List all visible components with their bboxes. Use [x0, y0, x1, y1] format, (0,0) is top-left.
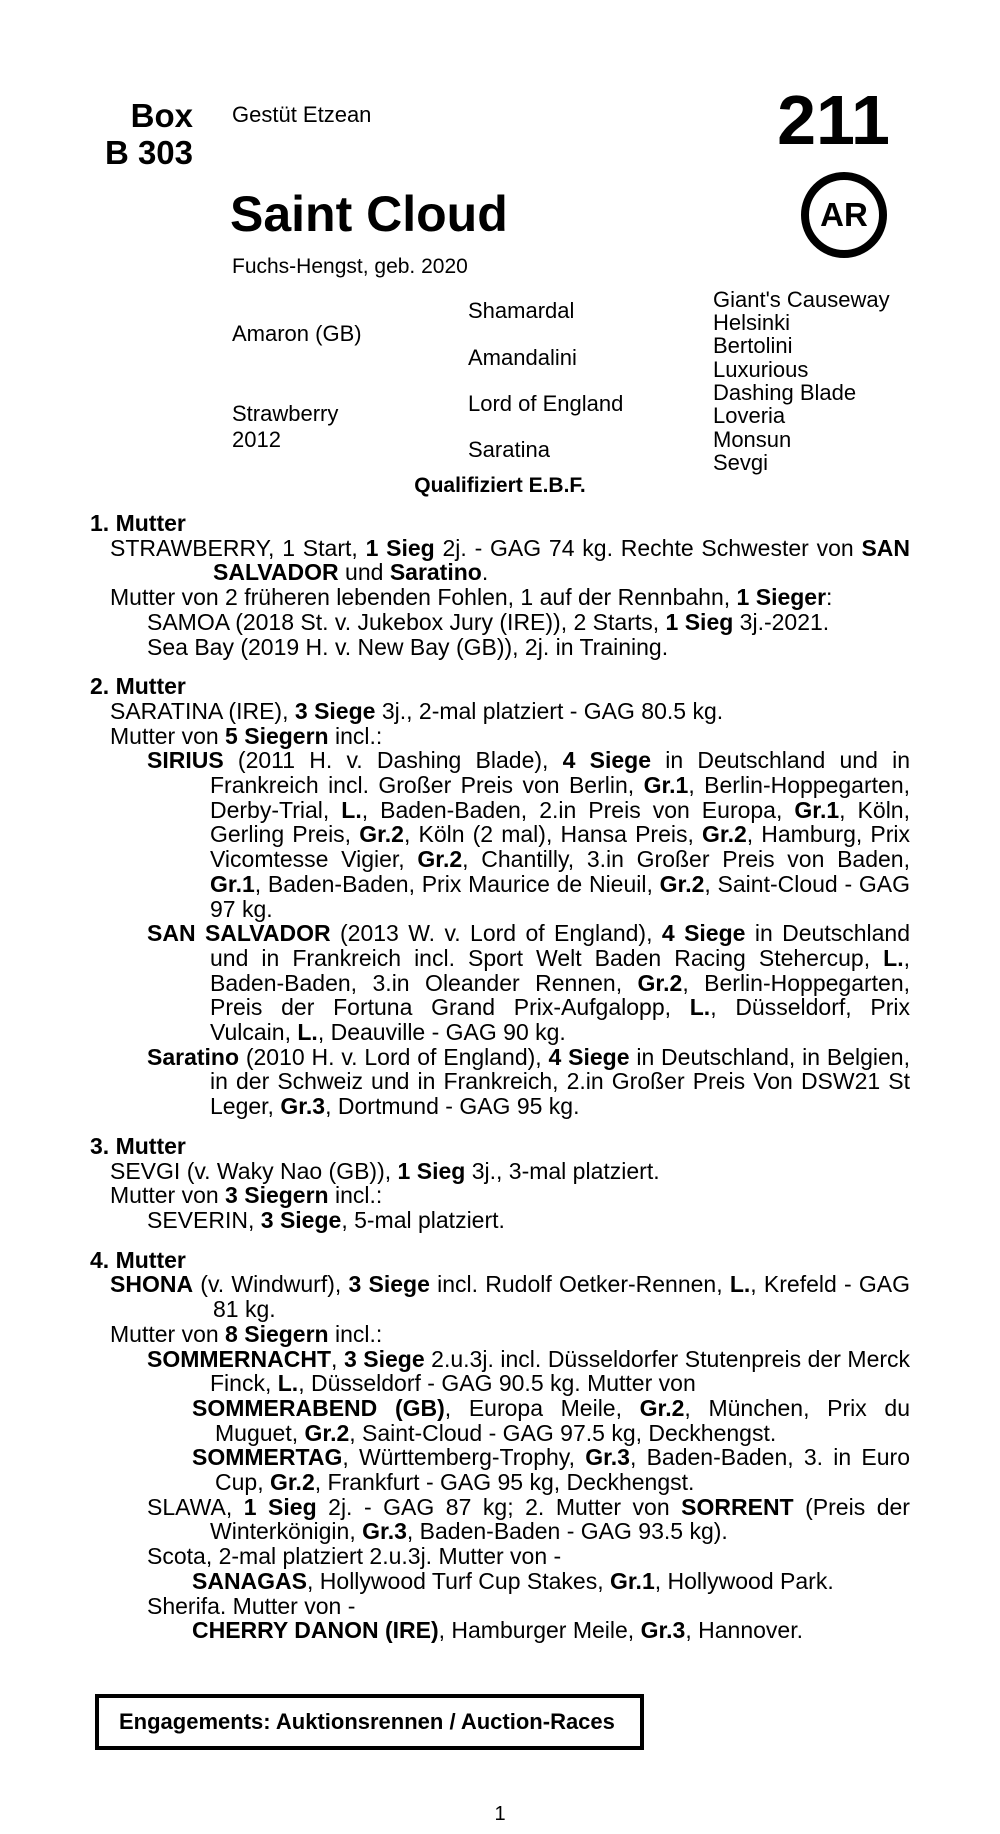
family-record: [90, 511, 910, 1643]
family-paragraph: Sherifa. Mutter von -: [147, 1592, 356, 1619]
mutter-heading: 1. Mutter: [90, 510, 186, 536]
pedigree-dam: [232, 401, 338, 453]
family-paragraph: SAMOA (2018 St. v. Jukebox Jury (IRE)), 2 Starts, 1 Sieg 3j.-2021.: [147, 608, 830, 635]
family-paragraph: SAN SALVADOR (2013 W. v. Lord of England), 4 Siege in Deutschland und in Frankreich incl. Sport Welt Baden Racing Stehercup, L., Baden-Baden, 3.in Oleander Rennen, Gr.2, Berlin-Hoppegarten, Preis der Fortuna Grand Prix-Aufgalopp, L., Düsseldorf, Prix Vulcain, L., Deauville - GAG 90 kg.: [147, 920, 911, 1046]
ar-badge: [801, 172, 887, 258]
pedigree-dam-name: Strawberry: [232, 401, 339, 426]
pedigree-gen2-name: Saratina: [468, 437, 550, 462]
family-paragraph: SANAGAS, Hollywood Turf Cup Stakes, Gr.1, Hollywood Park.: [192, 1567, 834, 1594]
ar-badge-label: AR: [820, 196, 868, 233]
pedigree-gen3-name: Sevgi: [713, 450, 769, 475]
engagements-box: [95, 1694, 644, 1750]
pedigree-gen2-name: Lord of England: [468, 391, 624, 416]
family-paragraph: SHONA (v. Windwurf), 3 Siege incl. Rudolf Oetker-Rennen, L., Krefeld - GAG 81 kg.: [110, 1271, 911, 1323]
family-paragraph: SEVERIN, 3 Siege, 5-mal platziert.: [147, 1206, 505, 1233]
horse-name: Saint Cloud: [230, 186, 508, 242]
family-paragraph: SIRIUS (2011 H. v. Dashing Blade), 4 Siege in Deutschland und in Frankreich incl. Großer Preis von Berlin, Gr.1, Berlin-Hoppegarten, Derby-Trial, L., Baden-Baden, 2.in Preis von Europa, Gr.1, Köln, Gerling Preis, Gr.2, Köln (2 mal), Hansa Preis, Gr.2, Hamburg, Prix Vicomtesse Vigier, Gr.2, Chantilly, 3.in Großer Preis von Baden, Gr.1, Baden-Baden, Prix Maurice de Nieuil, Gr.2, Saint-Cloud - GAG 97 kg.: [147, 747, 911, 922]
family-paragraph: SEVGI (v. Waky Nao (GB)), 1 Sieg 3j., 3-mal platziert.: [110, 1157, 660, 1184]
mutter-heading: 4. Mutter: [90, 1246, 186, 1273]
box-label: Box: [130, 97, 193, 134]
pedigree-gen3-name: Giant's Causeway: [713, 287, 890, 312]
family-paragraph: SLAWA, 1 Sieg 2j. - GAG 87 kg; 2. Mutter von SORRENT (Preis der Winterkönigin, Gr.3, Baden-Baden - GAG 93.5 kg).: [147, 1493, 910, 1545]
family-paragraph: STRAWBERRY, 1 Start, 1 Sieg 2j. - GAG 74 kg. Rechte Schwester von SAN SALVADOR und Saratino.: [110, 534, 910, 586]
mutter-heading: 3. Mutter: [90, 1132, 186, 1159]
family-paragraph: SOMMERTAG, Württemberg-Trophy, Gr.3, Baden-Baden, 3. in Euro Cup, Gr.2, Frankfurt - GAG 95 kg, Deckhengst.: [192, 1444, 910, 1496]
family-paragraph: SOMMERNACHT, 3 Siege 2.u.3j. incl. Düsseldorfer Stutenpreis der Merck Finck, L., Düsseldorf - GAG 90.5 kg. Mutter von: [147, 1345, 911, 1397]
box-number-block: [90, 97, 193, 171]
pedigree-gen2-name: Amandalini: [468, 345, 577, 370]
family-paragraph: Saratino (2010 H. v. Lord of England), 4 Siege in Deutschland, in Belgien, in der Schweiz und in Frankreich, 2.in Großer Preis Von DSW21 St Leger, Gr.3, Dortmund - GAG 95 kg.: [147, 1043, 910, 1120]
family-paragraph: Mutter von 5 Siegern incl.:: [110, 722, 383, 749]
family-paragraph: Sea Bay (2019 H. v. New Bay (GB)), 2j. in Training.: [147, 633, 669, 660]
pedigree-gen2-name: Shamardal: [468, 298, 575, 323]
family-paragraph: Scota, 2-mal platziert 2.u.3j. Mutter von -: [147, 1543, 562, 1570]
pedigree-dam-year: 2012: [232, 427, 281, 452]
mutter-section: [90, 1248, 910, 1643]
mutter-section: [90, 1134, 910, 1233]
family-paragraph: CHERRY DANON (IRE), Hamburger Meile, Gr.3, Hannover.: [192, 1617, 803, 1644]
pedigree-gen3-name: Loveria: [713, 403, 786, 428]
pedigree-gen3-name: Bertolini: [713, 333, 793, 358]
lot-number: 211: [777, 81, 890, 159]
mutter-section: [90, 674, 910, 1119]
mutter-heading: 2. Mutter: [90, 673, 186, 700]
family-paragraph: Mutter von 2 früheren lebenden Fohlen, 1 auf der Rennbahn, 1 Sieger:: [110, 584, 833, 611]
family-paragraph: SOMMERABEND (GB), Europa Meile, Gr.2, München, Prix du Muguet, Gr.2, Saint-Cloud - GAG 97.5 kg, Deckhengst.: [192, 1394, 910, 1446]
page-number: 1: [494, 1803, 506, 1825]
mutter-section: [90, 511, 910, 659]
box-number: B 303: [104, 134, 193, 171]
engagements-label: Engagements: Auktionsrennen / Auction-Races: [119, 1709, 615, 1734]
consignor-name: Gestüt Etzean: [232, 102, 372, 127]
pedigree-sire: Amaron (GB): [232, 321, 362, 346]
pedigree-gen3-name: Monsun: [713, 427, 792, 452]
family-paragraph: Mutter von 8 Siegern incl.:: [110, 1320, 383, 1347]
pedigree-gen3-name: Helsinki: [713, 310, 791, 335]
pedigree-gen3-name: Dashing Blade: [713, 380, 857, 405]
family-paragraph: SARATINA (IRE), 3 Siege 3j., 2-mal platziert - GAG 80.5 kg.: [110, 697, 724, 724]
pedigree-gen3-name: Luxurious: [713, 357, 809, 382]
ebf-qualification: Qualifiziert E.B.F.: [414, 474, 586, 497]
family-paragraph: Mutter von 3 Siegern incl.:: [110, 1182, 383, 1209]
horse-details: Fuchs-Hengst, geb. 2020: [232, 255, 468, 278]
